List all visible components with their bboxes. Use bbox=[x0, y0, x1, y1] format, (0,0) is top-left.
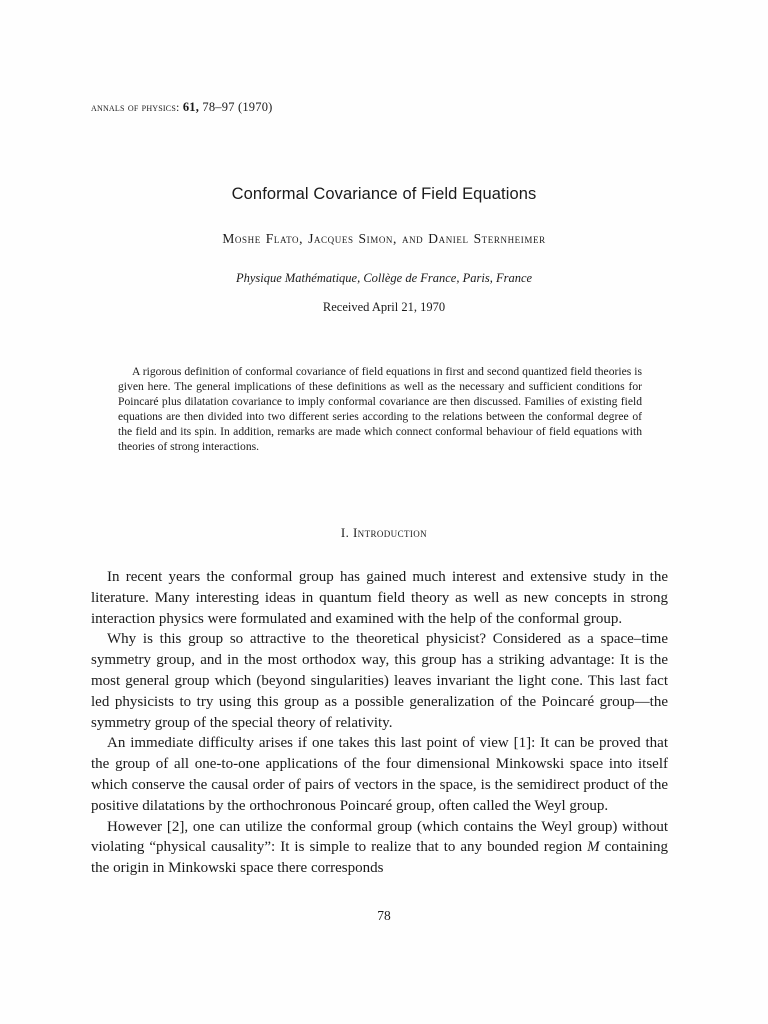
abstract: A rigorous definition of conformal covariance of field equations in first and second quantized field theories is given here. The general implications of these definitions as well as the necessary and sufficient conditions for Poincaré plus dilatation covariance to imply conformal covariance are then discussed. Families of existing field equations are then divided into two different series according to the relations between the conformal degree of the field and its spin. In addition, remarks are made which connect conformal behaviour of field equations with theories of strong interactions. bbox=[118, 365, 642, 454]
body-text bbox=[91, 567, 668, 879]
paragraph bbox=[91, 817, 668, 879]
running-head bbox=[91, 100, 273, 115]
paragraph-text: containing the origin in Minkowski space there corresponds bbox=[91, 839, 668, 877]
affiliation: Physique Mathématique, Collège de France, Paris, France bbox=[235, 271, 533, 285]
page-number: 78 bbox=[377, 908, 391, 923]
author-list: Moshe Flato, Jacques Simon, and Daniel Sternheimer bbox=[222, 231, 546, 246]
paragraph: In recent years the conformal group has gained much interest and extensive study in the literature. Many interesting ideas in quantum field theory as well as new concepts in strong interaction physics were formulated and examined with the help of the conformal group. bbox=[91, 569, 668, 627]
section-heading: I. Introduction bbox=[340, 525, 428, 540]
pages-year: 78–97 (1970) bbox=[199, 100, 273, 114]
journal-name: annals of physics: bbox=[91, 100, 180, 114]
paragraph: Why is this group so attractive to the theoretical physicist? Considered as a space–time symmetry group, and in the most orthodox way, this group has a striking advantage: It is the most general group which (beyond singularities) leaves invariant the light cone. This last fact led physicists to try using this group as a possible generalization of the Poincaré group—the symmetry group of the special theory of relativity. bbox=[91, 631, 668, 731]
paper-title: Conformal Covariance of Field Equations bbox=[231, 185, 537, 203]
region-symbol: M bbox=[587, 839, 600, 856]
received-date: Received April 21, 1970 bbox=[322, 300, 446, 314]
paragraph-text: However [2], one can utilize the conformal group (which contains the Weyl group) without violating “physical causality”: It is simple to realize that to any bounded region bbox=[91, 818, 668, 856]
paragraph: An immediate difficulty arises if one takes this last point of view [1]: It can be proved that the group of all one-to-one applications of the four dimensional Minkowski space into itself which conserve the causal order of pairs of vectors in the space, is the semidirect product of the positive dilatations by the orthochronous Poincaré group, often called the Weyl group. bbox=[91, 735, 668, 814]
volume-number: 61, bbox=[182, 100, 200, 114]
